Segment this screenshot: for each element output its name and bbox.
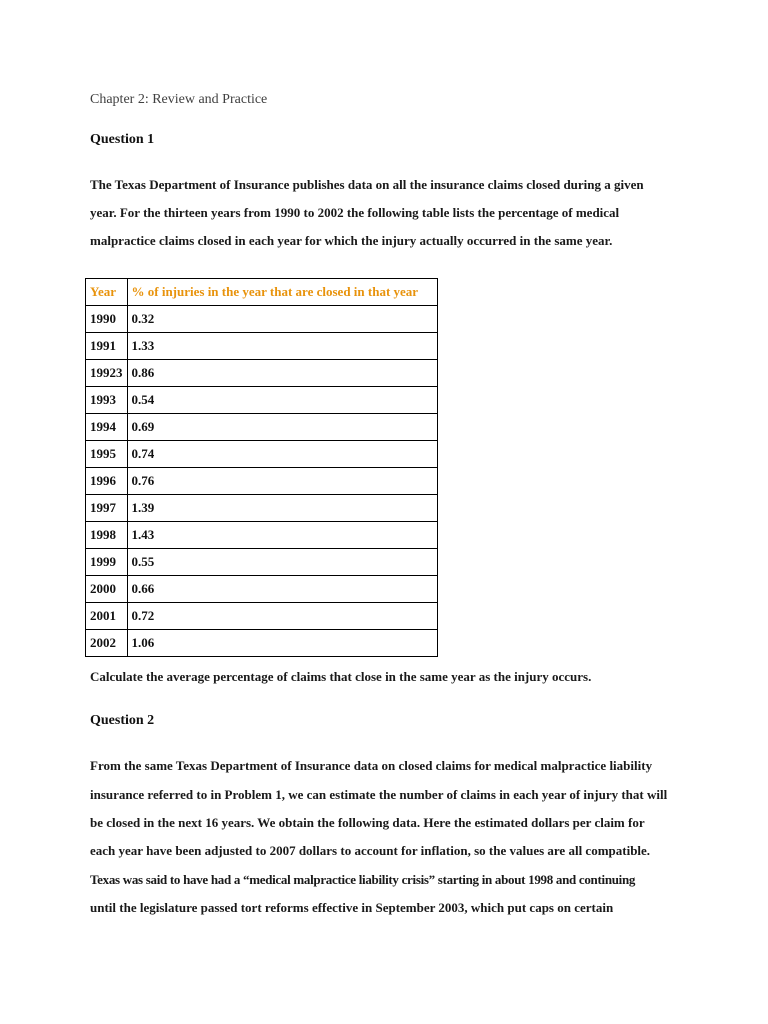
table-row [86,441,438,468]
question-1-prompt: Calculate the average percentage of claims that close in the same year as the injury occurs. [90,669,592,684]
question-2-paragraph-line: until the legislature passed tort reforms effective in September 2003, which put caps on certain [90,900,614,915]
percent-cell: 0.55 [127,549,437,576]
percent-cell: 0.76 [127,468,437,495]
percent-cell: 0.69 [127,414,437,441]
percent-cell: 1.06 [127,630,437,657]
column-header-year: Year [86,279,128,306]
year-cell: 1997 [86,495,128,522]
table-header-row [86,279,438,306]
question-2-paragraph-line: From the same Texas Department of Insurance data on closed claims for medical malpractice liability [90,758,653,773]
table-row [86,522,438,549]
percent-cell: 0.32 [127,306,437,333]
percent-cell: 1.39 [127,495,437,522]
year-cell: 2002 [86,630,128,657]
year-cell: 19923 [86,360,128,387]
table-row [86,387,438,414]
table-row [86,549,438,576]
year-cell: 1990 [86,306,128,333]
percent-cell: 0.74 [127,441,437,468]
year-cell: 1991 [86,333,128,360]
year-cell: 1999 [86,549,128,576]
column-header-percent: % of injuries in the year that are closed in that year [127,279,437,306]
percent-cell: 1.33 [127,333,437,360]
percent-cell: 0.66 [127,576,437,603]
table-row [86,576,438,603]
year-cell: 1995 [86,441,128,468]
question-2-paragraph-line: Texas was said to have had a “medical malpractice liability crisis” starting in about 1998 and continuing [90,872,636,887]
year-cell: 1996 [86,468,128,495]
percent-cell: 0.72 [127,603,437,630]
question-2-paragraph-line: insurance referred to in Problem 1, we can estimate the number of claims in each year of injury that will [90,787,668,802]
table-row [86,630,438,657]
percent-cell: 0.86 [127,360,437,387]
question-1-heading: Question 1 [90,132,155,147]
table-row [86,603,438,630]
percent-cell: 0.54 [127,387,437,414]
year-cell: 1993 [86,387,128,414]
question-1-paragraph-line: The Texas Department of Insurance publishes data on all the insurance claims closed during a given [90,177,644,192]
question-1-paragraph-line: malpractice claims closed in each year for which the injury actually occurred in the same year. [90,233,613,248]
table-row [86,495,438,522]
year-cell: 2001 [86,603,128,630]
question-2-heading: Question 2 [90,713,155,728]
table-row [86,360,438,387]
question-2-paragraph-line: be closed in the next 16 years. We obtain the following data. Here the estimated dollars per claim for [90,815,645,830]
table-row [86,468,438,495]
chapter-heading: Chapter 2: Review and Practice [90,92,268,107]
table-row [86,333,438,360]
year-cell: 1994 [86,414,128,441]
year-cell: 1998 [86,522,128,549]
question-2-paragraph-line: each year have been adjusted to 2007 dollars to account for inflation, so the values are all compatible. [90,843,651,858]
table-row [86,414,438,441]
claims-table [85,278,438,657]
table-row [86,306,438,333]
year-cell: 2000 [86,576,128,603]
question-1-paragraph-line: year. For the thirteen years from 1990 to 2002 the following table lists the percentage of medical [90,205,620,220]
percent-cell: 1.43 [127,522,437,549]
